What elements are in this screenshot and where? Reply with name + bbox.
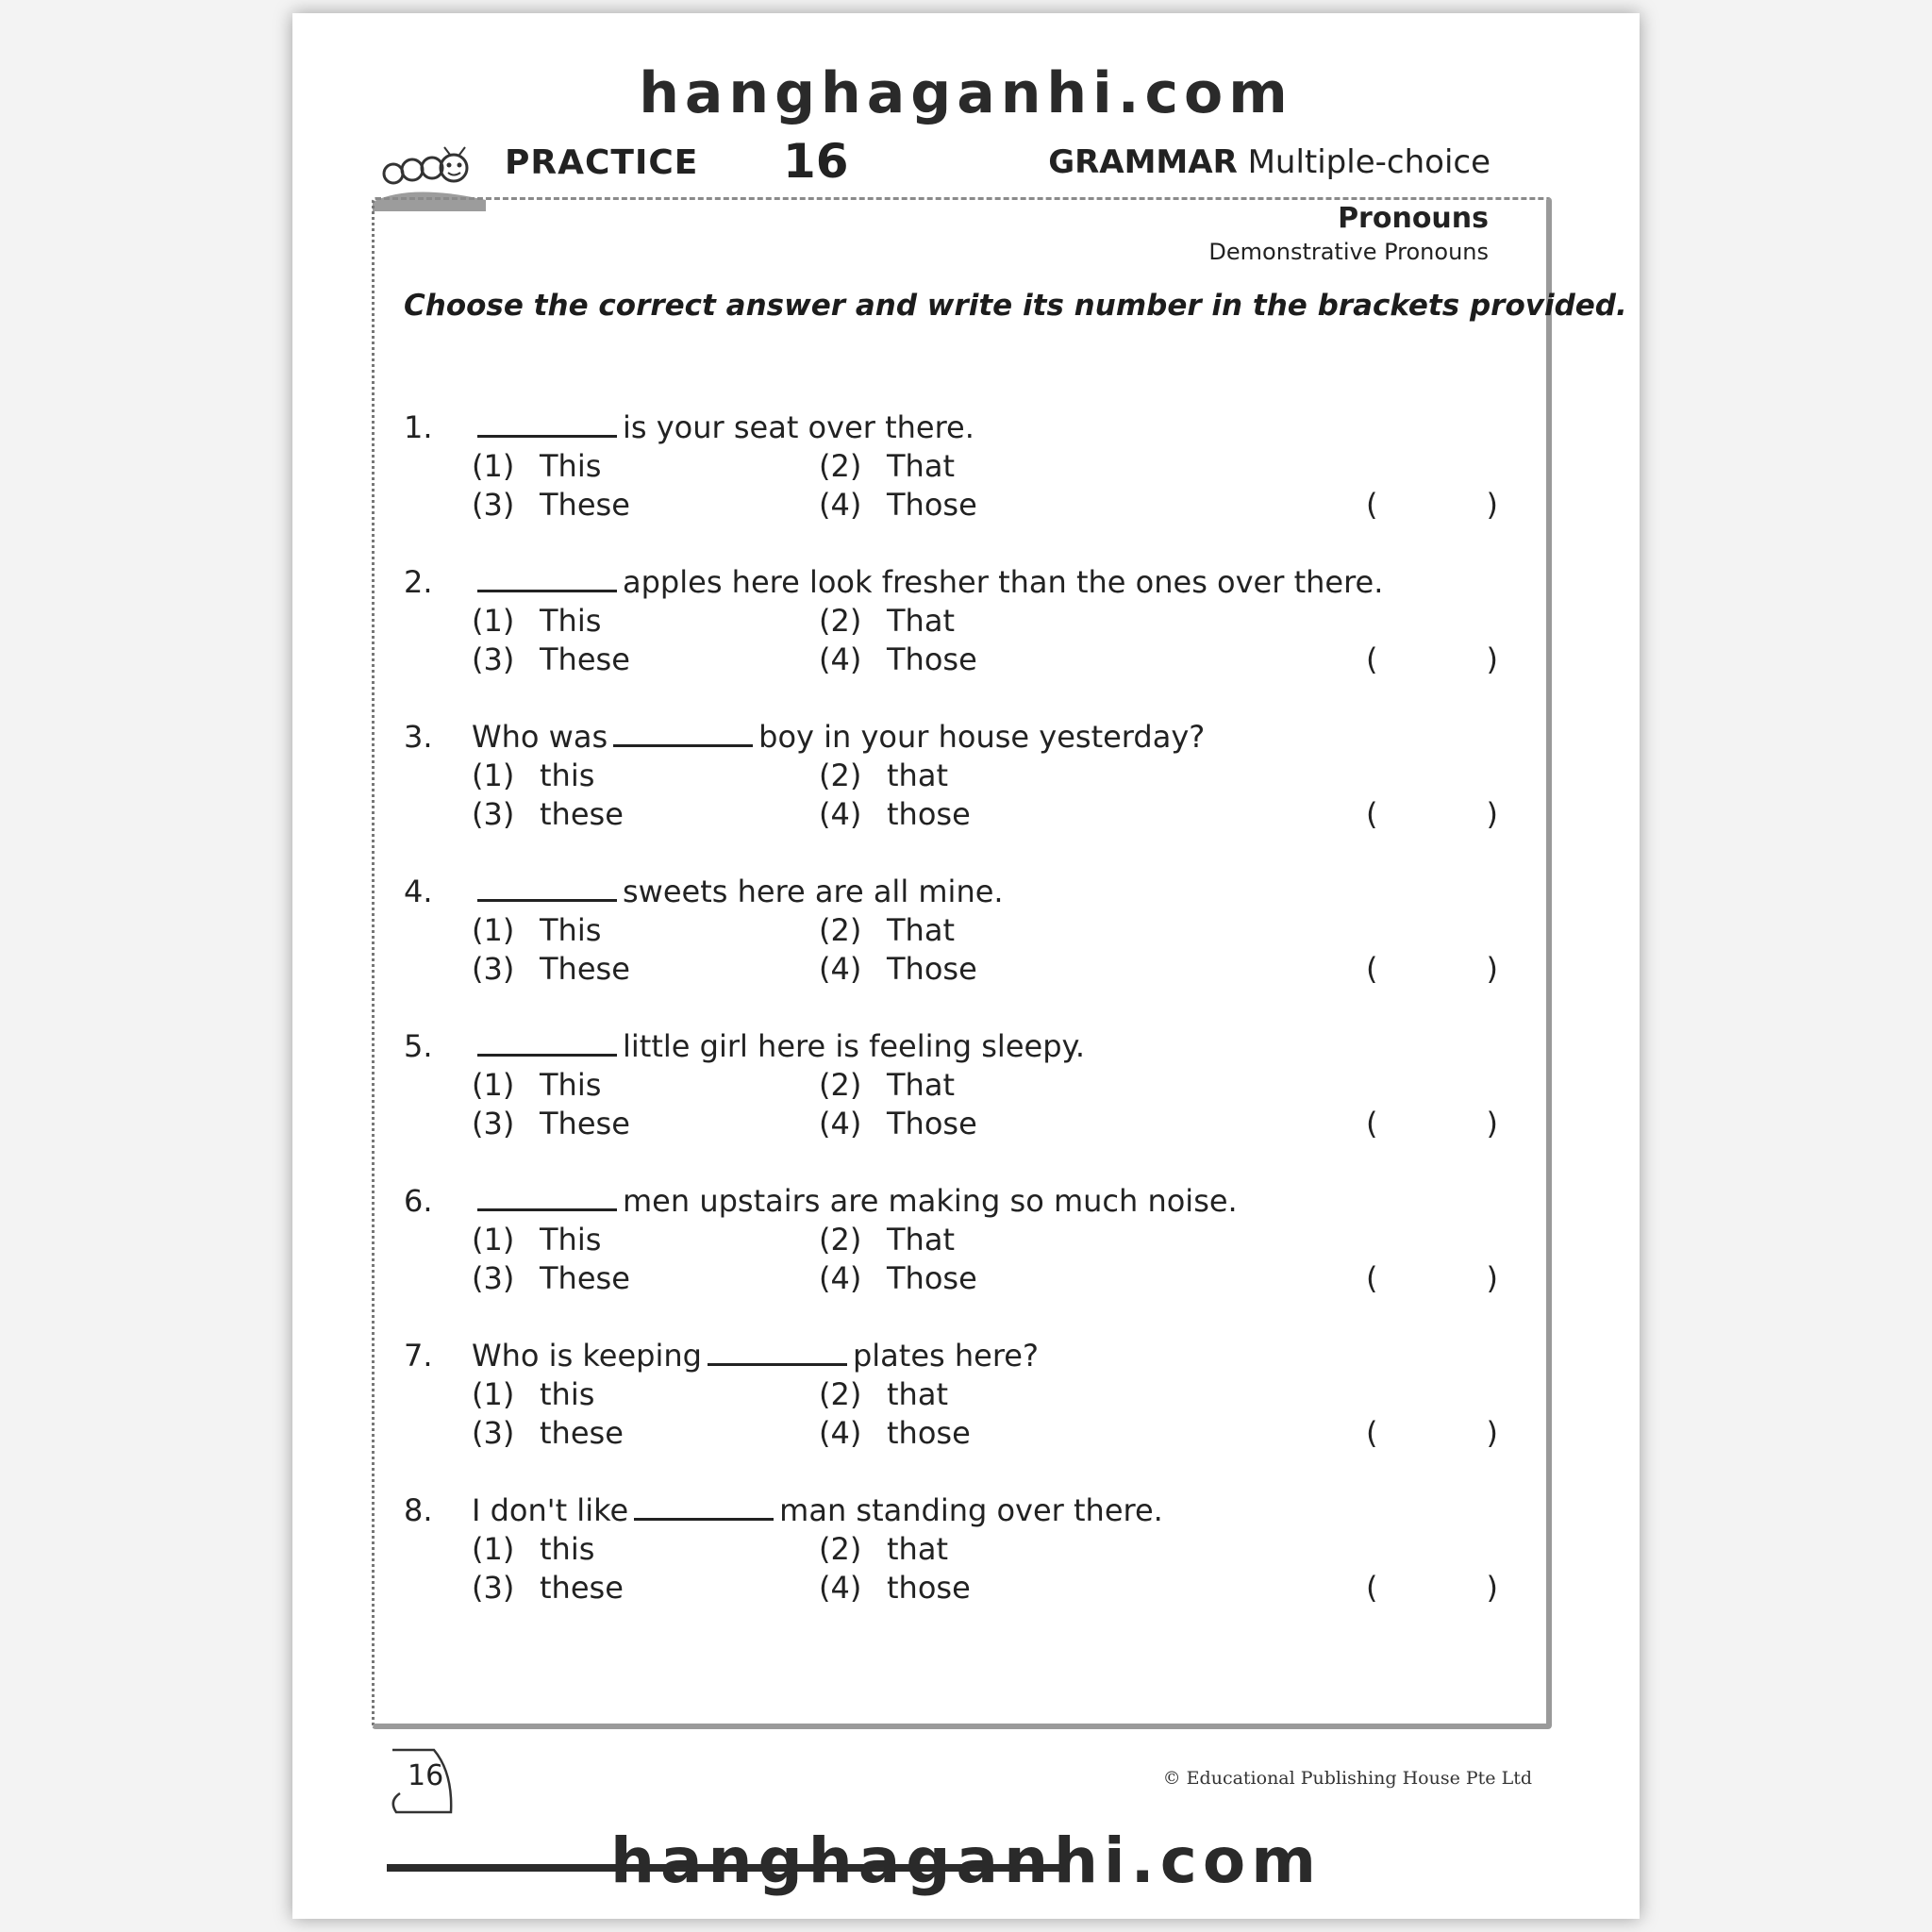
question-text <box>472 1183 1238 1219</box>
option-text: These <box>540 1106 630 1141</box>
question-item <box>404 1183 1498 1324</box>
option-1 <box>472 1222 601 1257</box>
question-text <box>472 1028 1085 1064</box>
option-3 <box>472 641 630 677</box>
option-number: (3) <box>472 1570 515 1606</box>
option-text: These <box>540 1260 630 1296</box>
question-item <box>404 1028 1498 1170</box>
option-3 <box>472 1570 624 1606</box>
topic-title: Pronouns <box>1338 202 1489 235</box>
option-number: (1) <box>472 1067 515 1103</box>
option-3 <box>472 1106 630 1141</box>
option-text: This <box>540 912 602 948</box>
bracket-open: ( <box>1366 487 1378 523</box>
page-number-badge <box>387 1744 462 1820</box>
option-text: Those <box>887 1260 977 1296</box>
question-item <box>404 1492 1498 1634</box>
option-4 <box>819 641 977 677</box>
option-4 <box>819 1570 971 1606</box>
question-number: 8. <box>404 1492 433 1528</box>
option-number: (4) <box>819 1415 862 1451</box>
option-text: Those <box>887 641 977 677</box>
question-text-after: is your seat over there. <box>623 409 974 445</box>
option-4 <box>819 1260 977 1296</box>
answer-blank <box>477 1029 617 1057</box>
option-number: (4) <box>819 1106 862 1141</box>
option-number: (1) <box>472 603 515 639</box>
bracket-close: ) <box>1486 796 1498 832</box>
option-text: This <box>540 1067 602 1103</box>
option-number: (2) <box>819 448 862 484</box>
question-text <box>472 1492 1163 1528</box>
option-text: this <box>540 1531 595 1567</box>
question-item <box>404 719 1498 860</box>
option-2 <box>819 912 955 948</box>
option-text: those <box>887 1570 971 1606</box>
bracket-open: ( <box>1366 1106 1378 1141</box>
option-text: that <box>887 1531 948 1567</box>
option-2 <box>819 758 948 793</box>
bracket-open: ( <box>1366 951 1378 987</box>
answer-blank <box>477 565 617 592</box>
option-number: (3) <box>472 796 515 832</box>
option-text: These <box>540 951 630 987</box>
option-text: this <box>540 1376 595 1412</box>
option-number: (1) <box>472 1531 515 1567</box>
option-number: (1) <box>472 448 515 484</box>
question-number: 5. <box>404 1028 433 1064</box>
option-number: (2) <box>819 1531 862 1567</box>
question-text-after: apples here look fresher than the ones over there. <box>623 564 1384 600</box>
option-4 <box>819 796 971 832</box>
question-number: 7. <box>404 1338 433 1374</box>
option-1 <box>472 448 601 484</box>
topic-subtitle: Demonstrative Pronouns <box>1208 239 1489 265</box>
question-text-after: man standing over there. <box>779 1492 1163 1528</box>
option-text: that <box>887 758 948 793</box>
option-number: (2) <box>819 1222 862 1257</box>
option-number: (4) <box>819 641 862 677</box>
answer-blank <box>634 1493 774 1521</box>
question-number: 6. <box>404 1183 433 1219</box>
question-item <box>404 564 1498 706</box>
option-3 <box>472 796 624 832</box>
option-text: these <box>540 1415 624 1451</box>
option-1 <box>472 758 594 793</box>
option-text: This <box>540 1222 602 1257</box>
option-number: (4) <box>819 951 862 987</box>
option-1 <box>472 1376 594 1412</box>
option-2 <box>819 1222 955 1257</box>
question-text-before: Who is keeping <box>472 1338 702 1374</box>
option-text: this <box>540 758 595 793</box>
bracket-open: ( <box>1366 1260 1378 1296</box>
bracket-close: ) <box>1486 1415 1498 1451</box>
option-3 <box>472 951 630 987</box>
option-1 <box>472 1531 594 1567</box>
option-number: (2) <box>819 912 862 948</box>
option-text: These <box>540 641 630 677</box>
option-1 <box>472 603 601 639</box>
option-text: Those <box>887 487 977 523</box>
question-text <box>472 874 1004 909</box>
watermark-bottom: hanghaganhi.com <box>610 1824 1322 1897</box>
option-text: These <box>540 487 630 523</box>
section-title <box>1048 143 1491 181</box>
option-number: (2) <box>819 1376 862 1412</box>
option-text: those <box>887 796 971 832</box>
option-number: (1) <box>472 1222 515 1257</box>
option-number: (3) <box>472 1260 515 1296</box>
question-text-after: boy in your house yesterday? <box>758 719 1206 755</box>
bracket-close: ) <box>1486 1260 1498 1296</box>
option-3 <box>472 1415 624 1451</box>
question-text <box>472 409 974 445</box>
bracket-close: ) <box>1486 487 1498 523</box>
option-text: Those <box>887 1106 977 1141</box>
option-2 <box>819 1067 955 1103</box>
practice-label: PRACTICE <box>505 143 699 182</box>
option-text: these <box>540 1570 624 1606</box>
option-2 <box>819 1531 948 1567</box>
copyright-text: © Educational Publishing House Pte Ltd <box>1162 1768 1532 1789</box>
option-number: (2) <box>819 603 862 639</box>
option-text: This <box>540 448 602 484</box>
bracket-open: ( <box>1366 641 1378 677</box>
bracket-close: ) <box>1486 951 1498 987</box>
question-text-after: sweets here are all mine. <box>623 874 1004 909</box>
question-item <box>404 874 1498 1015</box>
option-number: (1) <box>472 1376 515 1412</box>
question-text-after: men upstairs are making so much noise. <box>623 1183 1238 1219</box>
option-1 <box>472 1067 601 1103</box>
option-text: these <box>540 796 624 832</box>
option-number: (4) <box>819 796 862 832</box>
answer-blank <box>477 410 617 438</box>
option-text: That <box>887 1222 955 1257</box>
answer-blank <box>708 1339 847 1366</box>
question-item <box>404 409 1498 551</box>
question-number: 2. <box>404 564 433 600</box>
option-2 <box>819 1376 948 1412</box>
option-text: that <box>887 1376 948 1412</box>
option-number: (4) <box>819 487 862 523</box>
option-number: (4) <box>819 1570 862 1606</box>
question-text <box>472 719 1205 755</box>
option-number: (1) <box>472 758 515 793</box>
answer-blank <box>613 720 753 747</box>
option-3 <box>472 487 630 523</box>
question-text <box>472 1338 1039 1374</box>
question-text-before: I don't like <box>472 1492 629 1528</box>
option-number: (3) <box>472 487 515 523</box>
option-number: (2) <box>819 758 862 793</box>
bracket-close: ) <box>1486 641 1498 677</box>
question-number: 1. <box>404 409 433 445</box>
option-2 <box>819 448 955 484</box>
question-item <box>404 1338 1498 1479</box>
option-text: That <box>887 912 955 948</box>
worksheet-page <box>292 13 1640 1919</box>
bracket-open: ( <box>1366 796 1378 832</box>
option-number: (3) <box>472 641 515 677</box>
option-4 <box>819 1415 971 1451</box>
option-3 <box>472 1260 630 1296</box>
option-number: (1) <box>472 912 515 948</box>
topic-heading <box>1208 202 1489 265</box>
option-number: (3) <box>472 1106 515 1141</box>
answer-blank <box>477 874 617 902</box>
option-number: (3) <box>472 1415 515 1451</box>
option-4 <box>819 487 977 523</box>
watermark-top: hanghaganhi.com <box>639 60 1293 126</box>
option-text: That <box>887 603 955 639</box>
question-text-before: Who was <box>472 719 608 755</box>
question-text-after: little girl here is feeling sleepy. <box>623 1028 1086 1064</box>
bracket-open: ( <box>1366 1415 1378 1451</box>
option-1 <box>472 912 601 948</box>
option-4 <box>819 951 977 987</box>
option-text: This <box>540 603 602 639</box>
option-4 <box>819 1106 977 1141</box>
question-text <box>472 564 1383 600</box>
page-number: 16 <box>408 1759 444 1792</box>
option-2 <box>819 603 955 639</box>
bracket-open: ( <box>1366 1570 1378 1606</box>
option-number: (4) <box>819 1260 862 1296</box>
option-text: That <box>887 448 955 484</box>
option-text: That <box>887 1067 955 1103</box>
option-number: (2) <box>819 1067 862 1103</box>
answer-blank <box>477 1184 617 1211</box>
grammar-label: GRAMMAR <box>1048 143 1238 181</box>
question-number: 4. <box>404 874 433 909</box>
multiple-choice-label: Multiple-choice <box>1237 143 1491 181</box>
question-text-after: plates here? <box>852 1338 1039 1374</box>
option-text: Those <box>887 951 977 987</box>
bracket-close: ) <box>1486 1106 1498 1141</box>
option-text: those <box>887 1415 971 1451</box>
option-number: (3) <box>472 951 515 987</box>
practice-number: 16 <box>783 134 849 189</box>
instruction-text: Choose the correct answer and write its number in the brackets provided. <box>404 289 1627 323</box>
question-number: 3. <box>404 719 433 755</box>
bracket-close: ) <box>1486 1570 1498 1606</box>
